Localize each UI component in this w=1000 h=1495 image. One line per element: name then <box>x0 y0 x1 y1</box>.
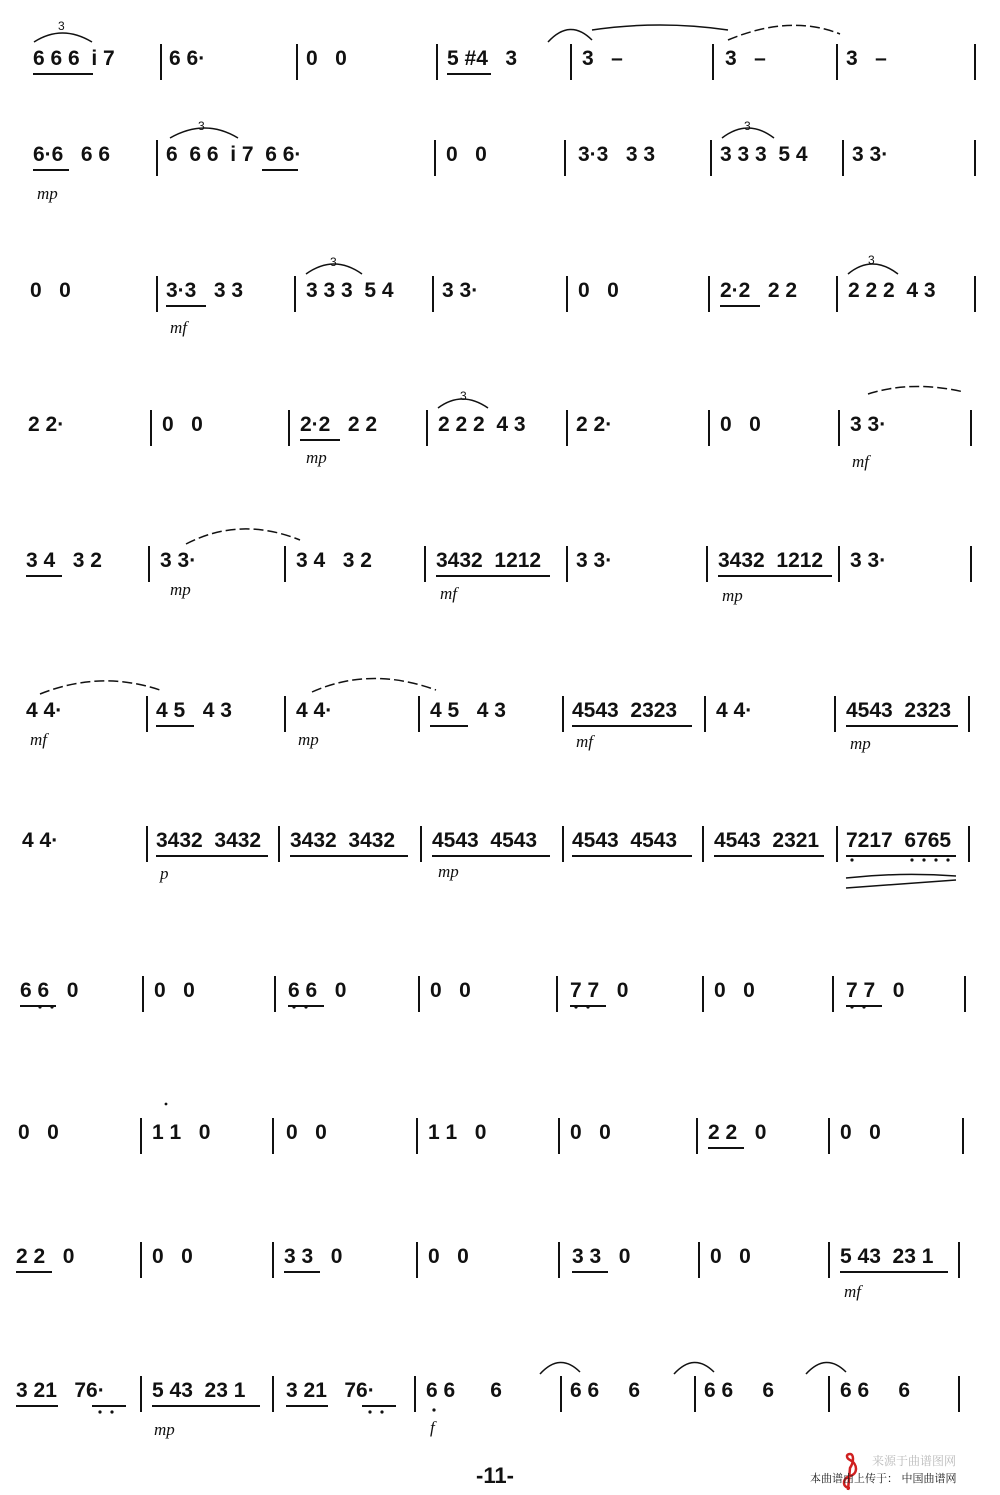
measure: 4 4· <box>296 699 333 722</box>
measure: 0 0 <box>30 279 71 302</box>
measure: 3432 3432 <box>290 829 396 852</box>
dynamic-marking: mp <box>722 586 743 605</box>
measure: 3 3 3 5 4 <box>306 279 394 302</box>
dynamic-marking: mp <box>438 862 459 881</box>
measure: 4 4· <box>716 699 753 722</box>
measure: 3 3 0 <box>284 1245 343 1268</box>
svg-text:3: 3 <box>460 389 467 403</box>
measure: 6 6 6 <box>570 1379 641 1402</box>
measure: 3 3 3 5 4 <box>720 143 808 166</box>
measure: 4543 4543 <box>572 829 678 852</box>
measure: 4 4· <box>22 829 59 852</box>
measure: 4 4· <box>26 699 63 722</box>
measure: 4543 2323 <box>572 699 678 722</box>
measure: 6 6 6 i 7 <box>33 47 115 70</box>
dynamic-marking: mp <box>298 730 319 749</box>
measure: 7 7 0 <box>846 979 905 1002</box>
measure: 3 3· <box>160 549 197 572</box>
measure: 0 0 <box>430 979 471 1002</box>
svg-text:3: 3 <box>58 19 65 33</box>
measure: 0 0 <box>446 143 487 166</box>
svg-text:3: 3 <box>330 255 337 269</box>
measure: 5 43 23 1 <box>152 1379 246 1402</box>
measure: 0 0 <box>578 279 619 302</box>
measure: 6 6· <box>169 47 206 70</box>
measure: 0 0 <box>286 1121 327 1144</box>
measure: 2·2 2 2 <box>720 279 798 302</box>
measure: 6 6 6 i 7 6 6· <box>166 143 302 166</box>
measure: 0 0 <box>154 979 195 1002</box>
measure: 0 0 <box>306 47 347 70</box>
dynamic-marking: mp <box>154 1420 175 1439</box>
measure: 5 #4 3 <box>447 47 518 70</box>
measure: 3 21 76· <box>286 1379 375 1402</box>
measure: 1 1 0 <box>428 1121 487 1144</box>
measure: 0 0 <box>162 413 203 436</box>
dynamic-marking: mf <box>576 732 593 751</box>
measure: 5 43 23 1 <box>840 1245 934 1268</box>
measure: 3432 1212 <box>718 549 824 572</box>
page-number: -11- <box>476 1463 514 1488</box>
measure: 6 6 6 <box>840 1379 911 1402</box>
measure: 3432 1212 <box>436 549 542 572</box>
dynamic-marking: f <box>430 1418 435 1437</box>
measure: 3 3· <box>850 549 887 572</box>
measure: 3 4 3 2 <box>26 549 102 572</box>
measure: 0 0 <box>720 413 761 436</box>
dynamic-marking: mp <box>850 734 871 753</box>
measure: 0 0 <box>570 1121 611 1144</box>
watermark-site: 来源于曲谱图网 <box>872 1454 957 1468</box>
measure: 3 3· <box>850 413 887 436</box>
measure: 3 4 3 2 <box>296 549 372 572</box>
measure: 3·3 3 3 <box>166 279 244 302</box>
measure: 4543 2323 <box>846 699 952 722</box>
measure: 4 5 4 3 <box>430 699 506 722</box>
measure: 7217 6765 <box>846 829 952 852</box>
measure: 2 2· <box>576 413 613 436</box>
upload-credit: 本曲谱由上传于： 中国曲谱网 <box>810 1472 957 1485</box>
measure: 2 2 0 <box>16 1245 75 1268</box>
measure: 3 3· <box>576 549 613 572</box>
measure: 2 2 2 4 3 <box>848 279 936 302</box>
measure: 2 2· <box>28 413 65 436</box>
dynamic-marking: p <box>160 864 169 883</box>
measure: 2·2 2 2 <box>300 413 378 436</box>
dynamic-marking: mf <box>170 318 187 337</box>
measure: 0 0 <box>714 979 755 1002</box>
measure: 6·6 6 6 <box>33 143 111 166</box>
measure: 0 0 <box>428 1245 469 1268</box>
measure: 3 3 0 <box>572 1245 631 1268</box>
svg-text:3: 3 <box>198 119 205 133</box>
dynamic-marking: mf <box>852 452 869 471</box>
measure: 6 6 0 <box>288 979 347 1002</box>
svg-text:3: 3 <box>744 119 751 133</box>
measure: 1 1 0 <box>152 1121 211 1144</box>
measure: 7 7 0 <box>570 979 629 1002</box>
measure: 4543 2321 <box>714 829 820 852</box>
measure: 4 5 4 3 <box>156 699 232 722</box>
dynamic-marking: mf <box>844 1282 861 1301</box>
measure: 3432 3432 <box>156 829 262 852</box>
measure: 6 6 0 <box>20 979 79 1002</box>
measure: 3 3· <box>442 279 479 302</box>
dynamic-marking: mp <box>306 448 327 467</box>
measure: 2 2 0 <box>708 1121 767 1144</box>
dynamic-marking: mf <box>440 584 457 603</box>
dynamic-marking: mf <box>30 730 47 749</box>
measure: 4543 4543 <box>432 829 538 852</box>
measure: 0 0 <box>18 1121 59 1144</box>
measure: 0 0 <box>152 1245 193 1268</box>
measure: 3 – <box>846 47 887 70</box>
measure: 3 3· <box>852 143 889 166</box>
dynamic-marking: mp <box>37 184 58 203</box>
measure: 3 21 76· <box>16 1379 105 1402</box>
measure: 2 2 2 4 3 <box>438 413 526 436</box>
svg-text:3: 3 <box>868 253 875 267</box>
measure: 6 6 6 <box>704 1379 775 1402</box>
measure: 6 6 6 <box>426 1379 502 1402</box>
measure: 3 – <box>582 47 623 70</box>
measure: 0 0 <box>840 1121 881 1144</box>
measure: 3·3 3 3 <box>578 143 656 166</box>
dynamic-marking: mp <box>170 580 191 599</box>
measure: 3 – <box>725 47 766 70</box>
measure: 0 0 <box>710 1245 751 1268</box>
